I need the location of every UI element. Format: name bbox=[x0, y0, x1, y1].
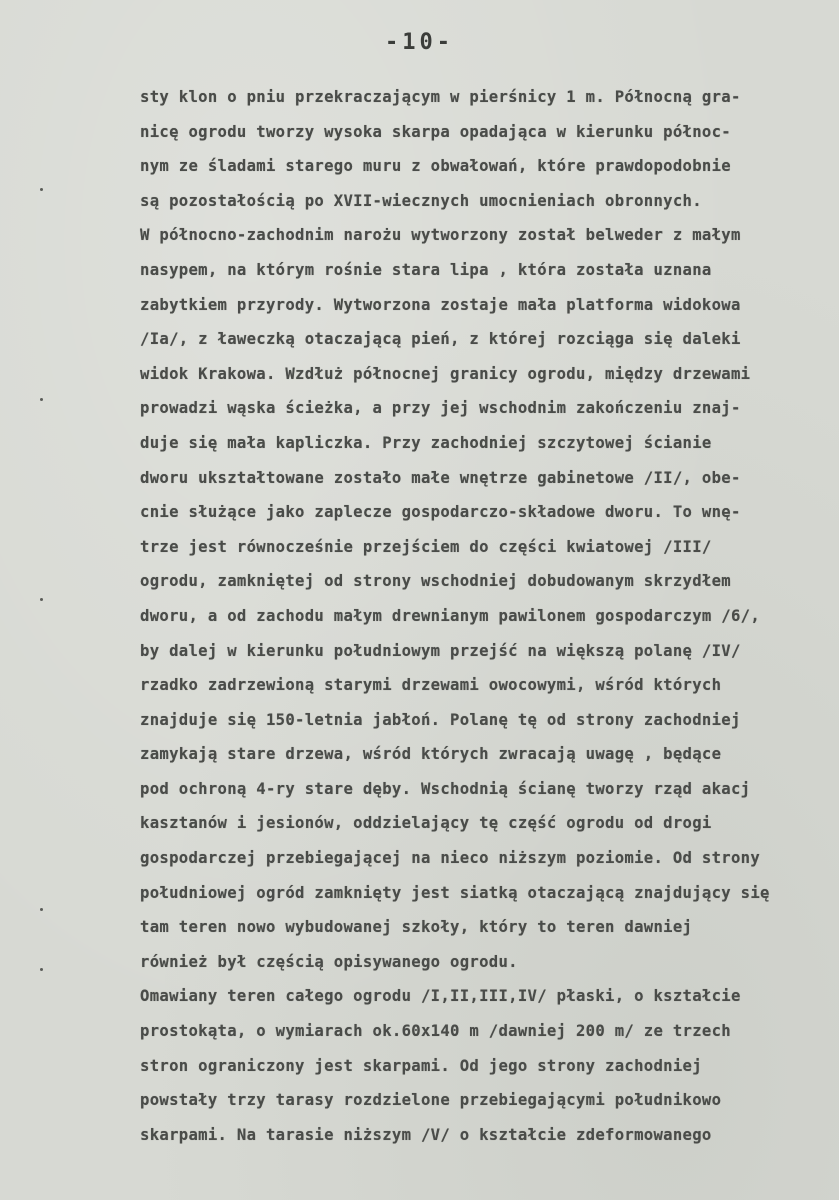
text-line: prowadzi wąska ścieżka, a przy jej wschodnim zakończeniu znaj- bbox=[140, 399, 741, 418]
text-line: widok Krakowa. Wzdłuż północnej granicy ogrodu, między drzewami bbox=[140, 364, 751, 383]
text-line: ogrodu, zamkniętej od strony wschodniej dobudowanym skrzydłem bbox=[140, 572, 731, 591]
text-line: dworu ukształtowane zostało małe wnętrze gabinetowe /II/, obe- bbox=[140, 468, 741, 487]
text-line: sty klon o pniu przekraczającym w pierśnicy 1 m. Północną gra- bbox=[140, 88, 741, 106]
text-line: duje się mała kapliczka. Przy zachodniej szczytowej ścianie bbox=[140, 433, 712, 452]
page-number: -10- bbox=[385, 30, 454, 55]
text-line: nasypem, na którym rośnie stara lipa , która została uznana bbox=[140, 260, 712, 279]
text-line: gospodarczej przebiegającej na nieco niższym poziomie. Od strony bbox=[140, 849, 761, 868]
text-line: są pozostałością po XVII-wiecznych umocnieniach obronnych. bbox=[140, 191, 702, 210]
text-line: również był częścią opisywanego ogrodu. bbox=[140, 952, 518, 971]
text-line: zabytkiem przyrody. Wytworzona zostaje mała platforma widokowa bbox=[140, 295, 741, 314]
margin-mark bbox=[40, 908, 43, 911]
text-line: /Ia/, z ławeczką otaczającą pień, z której rozciąga się daleki bbox=[140, 330, 741, 349]
text-line: cnie służące jako zaplecze gospodarczo-składowe dworu. To wnę- bbox=[140, 503, 741, 522]
margin-mark bbox=[40, 968, 43, 971]
text-line: W północno-zachodnim narożu wytworzony został belweder z małym bbox=[140, 226, 741, 245]
text-line: kasztanów i jesionów, oddzielający tę część ogrodu od drogi bbox=[140, 814, 712, 833]
margin-mark bbox=[40, 398, 43, 401]
text-line: rzadko zadrzewioną starymi drzewami owocowymi, wśród których bbox=[140, 676, 722, 695]
text-line: dworu, a od zachodu małym drewnianym pawilonem gospodarczym /6/, bbox=[140, 606, 761, 625]
text-line: południowej ogród zamknięty jest siatką otaczającą znajdujący się bbox=[140, 883, 770, 902]
text-line: prostokąta, o wymiarach ok.60x140 m /dawniej 200 m/ ze trzech bbox=[140, 1022, 731, 1041]
text-line: tam teren nowo wybudowanej szkoły, który to teren dawniej bbox=[140, 918, 693, 937]
text-line: nicę ogrodu tworzy wysoka skarpa opadająca w kierunku północ- bbox=[140, 122, 731, 141]
text-line: znajduje się 150-letnia jabłoń. Polanę tę od strony zachodniej bbox=[140, 710, 741, 729]
typed-body-text bbox=[140, 80, 839, 1152]
text-line: nym ze śladami starego muru z obwałowań, które prawdopodobnie bbox=[140, 157, 731, 176]
text-line: stron ograniczony jest skarpami. Od jego strony zachodniej bbox=[140, 1056, 702, 1075]
margin-mark bbox=[40, 188, 43, 191]
text-line: trze jest równocześnie przejściem do części kwiatowej /III/ bbox=[140, 537, 712, 556]
text-line: zamykają stare drzewa, wśród których zwracają uwagę , będące bbox=[140, 745, 722, 764]
text-line: pod ochroną 4-ry stare dęby. Wschodnią ścianę tworzy rząd akacj bbox=[140, 779, 751, 798]
text-line: Omawiany teren całego ogrodu /I,II,III,IV/ płaski, o kształcie bbox=[140, 987, 741, 1006]
margin-mark bbox=[40, 598, 43, 601]
text-line: skarpami. Na tarasie niższym /V/ o kształcie zdeformowanego bbox=[140, 1125, 712, 1144]
text-line: by dalej w kierunku południowym przejść na większą polanę /IV/ bbox=[140, 641, 741, 660]
text-line: powstały trzy tarasy rozdzielone przebiegającymi południkowo bbox=[140, 1091, 722, 1110]
